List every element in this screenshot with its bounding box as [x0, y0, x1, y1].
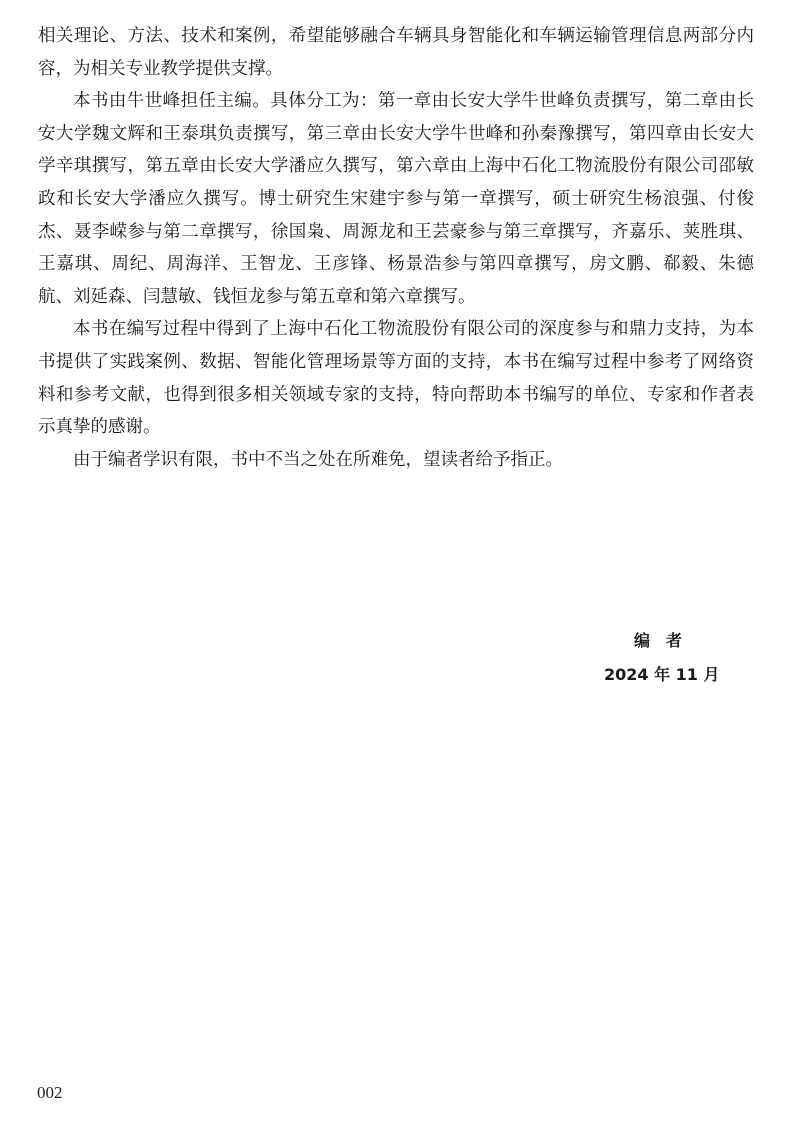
- preface-body: [38, 20, 754, 476]
- page-number: 002: [37, 1083, 63, 1102]
- paragraph-closing: 由于编者学识有限，书中不当之处在所难免，望读者给予指正。: [73, 449, 563, 470]
- signature-date: 2024 年 11 月: [604, 665, 720, 684]
- signature-author: 编 者: [634, 631, 683, 650]
- paragraph-acknowledgement: 本书在编写过程中得到了上海中石化工物流股份有限公司的深度参与和鼎力支持，为本书提供了实践案例、数据、智能化管理场景等方面的支持，本书在编写过程中参考了网络资料和参考文献，也得到很多相关领域专家的支持，特向帮助本书编写的单位、专家和作者表示真挚的感谢。: [38, 319, 754, 438]
- paragraph-continuation: 相关理论、方法、技术和案例，希望能够融合车辆具身智能化和车辆运输管理信息两部分内容，为相关专业教学提供支撑。: [38, 26, 754, 79]
- paragraph-authorship: 本书由牛世峰担任主编。具体分工为：第一章由长安大学牛世峰负责撰写，第二章由长安大学魏文辉和王泰琪负责撰写，第三章由长安大学牛世峰和孙秦豫撰写，第四章由长安大学辛琪撰写，第五章由长安大学潘应久撰写，第六章由上海中石化工物流股份有限公司邵敏政和长安大学潘应久撰写。博士研究生宋建宇参与第一章撰写，硕士研究生杨浪强、付俊杰、聂李嵘参与第二章撰写，徐国枭、周源龙和王芸豪参与第三章撰写，齐嘉乐、荚胜琪、王嘉琪、周纪、周海洋、王智龙、王彦锋、杨景浩参与第四章撰写，房文鹏、郗毅、朱德航、刘延森、闫慧敏、钱恒龙参与第五章和第六章撰写。: [38, 91, 754, 307]
- signature-block: [604, 624, 724, 692]
